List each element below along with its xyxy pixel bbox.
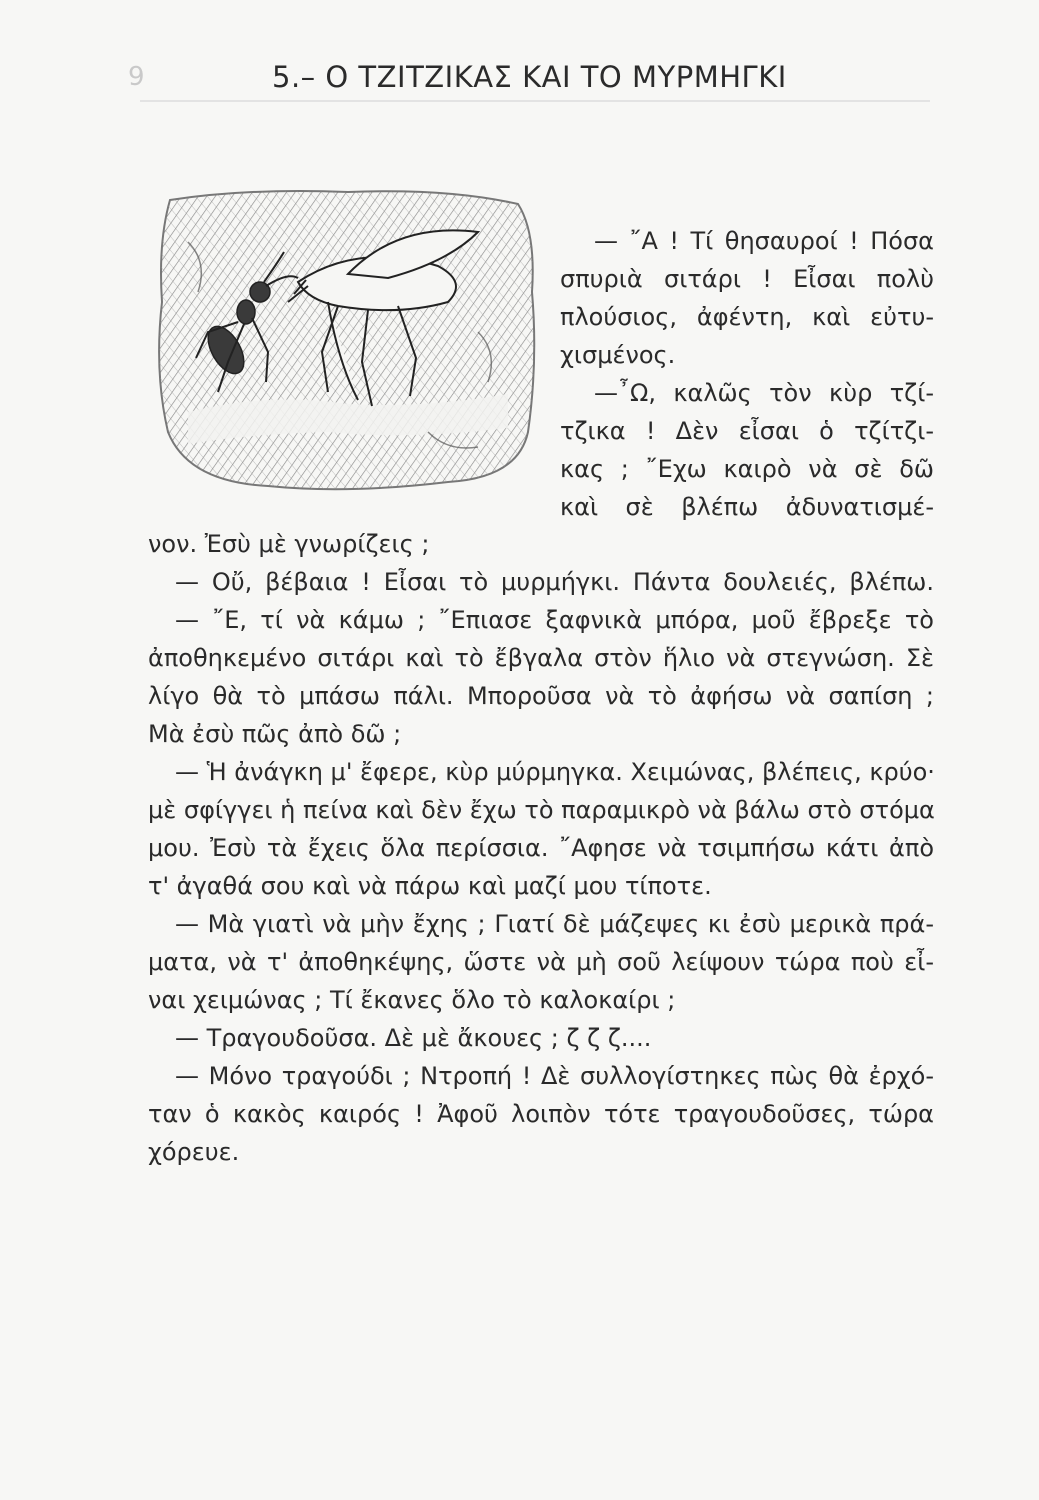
body-line-10: — Οὔ, βέβαια ! Εἶσαι τὸ μυρμήγκι. Πάντα δουλειές, βλέπω. <box>175 568 934 596</box>
body-line-4: χισμένος. <box>560 341 676 369</box>
body-line-18: τ' ἀγαθά σου καὶ νὰ πάρω καὶ μαζί μου τίποτε. <box>148 872 712 900</box>
body-line-22: — Τραγουδοῦσα. Δὲ μὲ ἄκουες ; ζ ζ ζ.... <box>175 1024 652 1052</box>
body-line-14: Μὰ ἐσὺ πῶς ἀπὸ δῶ ; <box>148 720 402 748</box>
body-line-21: ναι χειμώνας ; Τί ἔκανες ὅλο τὸ καλοκαίρι ; <box>148 986 676 1014</box>
page-number: 9 <box>128 62 145 92</box>
bleed-through-rule <box>140 100 930 102</box>
body-line-7: κας ; ῎Εχω καιρὸ νὰ σὲ δῶ <box>560 455 934 483</box>
body-line-1: — ῎Α ! Τί θησαυροί ! Πόσα <box>594 227 934 255</box>
body-line-6: τζικα ! Δὲν εἶσαι ὁ τζίτζι- <box>560 417 934 445</box>
body-line-9: νον. Ἐσὺ μὲ γνωρίζεις ; <box>148 530 430 558</box>
body-line-3: πλούσιος, ἀφέντη, καὶ εὐτυ- <box>560 303 934 331</box>
body-line-13: λίγο θὰ τὸ μπάσω πάλι. Μποροῦσα νὰ τὸ ἀφήσω νὰ σαπίση ; <box>148 682 934 710</box>
body-line-19: — Μὰ γιατὶ νὰ μὴν ἔχης ; Γιατί δὲ μάζεψες κι ἐσὺ μερικὰ πρά- <box>175 910 934 938</box>
body-line-16: μὲ σφίγγει ἡ πείνα καὶ δὲν ἔχω τὸ παραμικρὸ νὰ βάλω στὸ στόμα <box>148 796 935 824</box>
body-line-2: σπυριὰ σιτάρι ! Εἶσαι πολὺ <box>560 265 934 293</box>
body-line-5: —῏Ω, καλῶς τὸν κὺρ τζί- <box>594 379 934 407</box>
body-line-24: ταν ὁ κακὸς καιρός ! Ἀφοῦ λοιπὸν τότε τραγουδοῦσες, τώρα <box>148 1100 934 1128</box>
body-line-23: — Μόνο τραγούδι ; Ντροπή ! Δὲ συλλογίστηκες πὼς θὰ ἐρχό- <box>175 1062 934 1090</box>
body-line-20: ματα, νὰ τ' ἀποθηκέψης, ὥστε νὰ μὴ σοῦ λείψουν τώρα ποὺ εἶ- <box>148 948 934 976</box>
body-line-12: ἀποθηκεμένο σιτάρι καὶ τὸ ἔβγαλα στὸν ἥλιο νὰ στεγνώση. Σὲ <box>148 644 934 672</box>
page-title: 5.– Ο ΤΖΙΤΖΙΚΑΣ ΚΑΙ ΤΟ ΜΥΡΜΗΓΚΙ <box>272 60 787 94</box>
body-line-25: χόρευε. <box>148 1138 240 1166</box>
body-line-8: καὶ σὲ βλέπω ἀδυνατισμέ- <box>560 493 934 521</box>
ant-and-cicada-engraving-icon <box>148 182 540 498</box>
body-line-15: — Ἡ ἀνάγκη μ' ἔφερε, κὺρ μύρμηγκα. Χειμώνας, βλέπεις, κρύο· <box>175 758 935 786</box>
body-line-17: μου. Ἐσὺ τὰ ἔχεις ὅλα περίσσια. ῎Αφησε νὰ τσιμπήσω κάτι ἀπὸ <box>148 834 934 862</box>
body-line-11: — ῎Ε, τί νὰ κάμω ; ῎Επιασε ξαφνικὰ μπόρα, μοῦ ἔβρεξε τὸ <box>175 606 934 634</box>
